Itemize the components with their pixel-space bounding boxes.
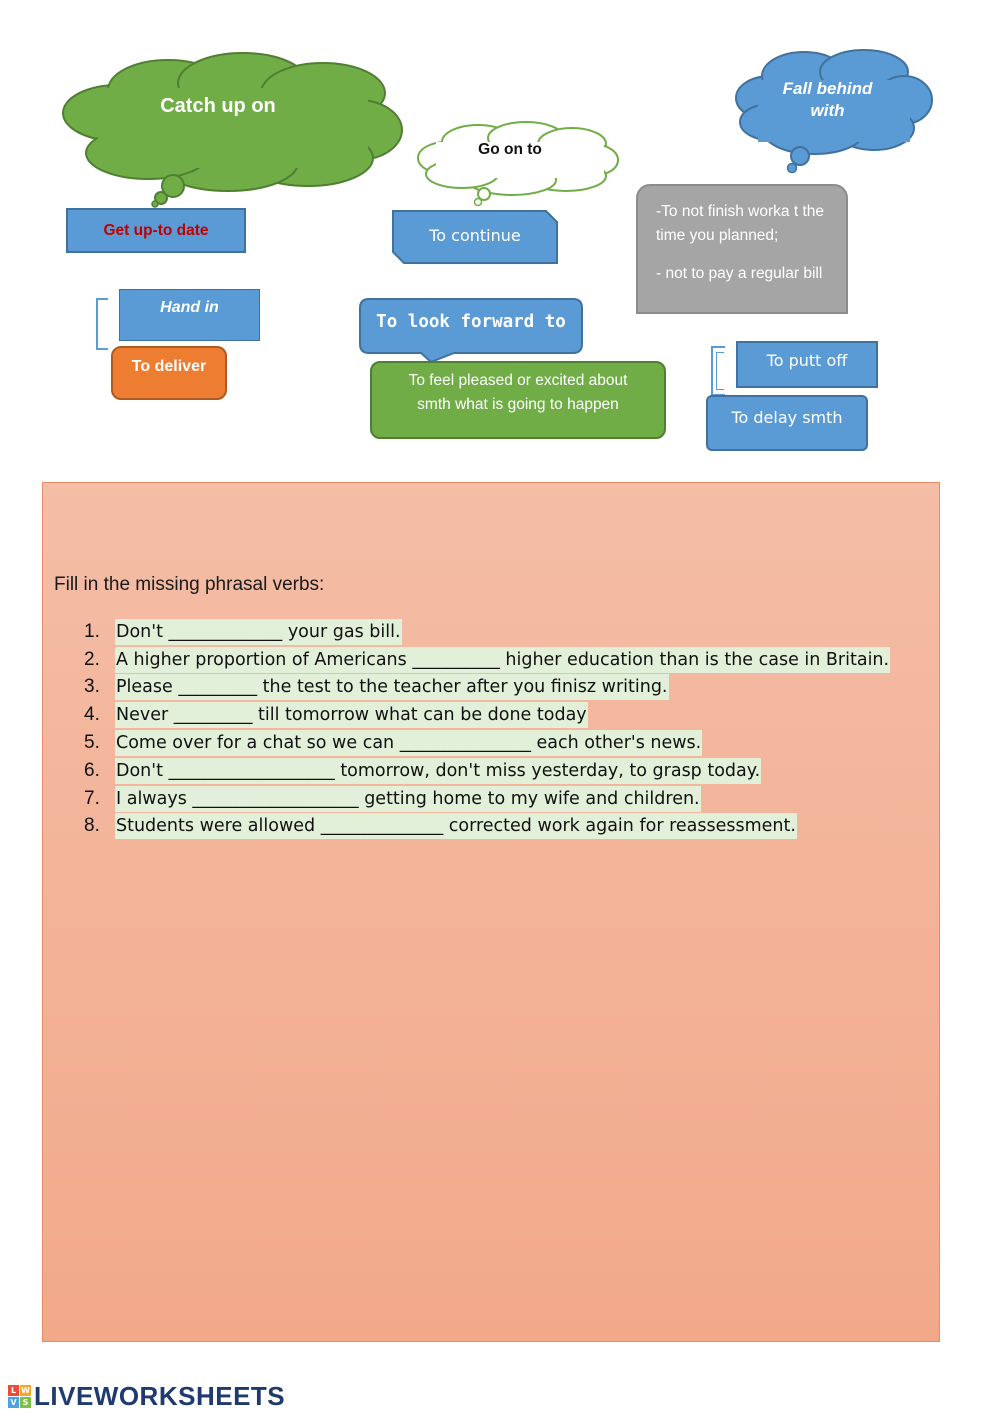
exercise-sentence[interactable]: Don't _____________ your gas bill. [115,619,402,645]
fall-behind-with-label: Fall behind with [782,78,873,120]
exercise-instruction: Fill in the missing phrasal verbs: [54,574,325,595]
hand-in-box [119,289,260,341]
exercise-item [84,701,890,729]
delay-box [706,395,868,451]
hand-in-bracket [96,298,108,350]
exercise-number: 3. [84,676,100,698]
exercise-item [84,729,890,757]
exercise-item [84,674,890,702]
putt-off-bracket-inner [716,352,724,390]
exercise-sentence[interactable]: Please _________ the test to the teacher after you finisz writing. [115,674,669,700]
catch-up-on-label: Catch up on [160,95,276,117]
exercise-sentence[interactable]: I always ___________________ getting home to my wife and children. [115,786,701,812]
putt-off-label: To putt off [766,351,848,370]
logo-mark-icon [8,1385,31,1408]
exercise-sentence[interactable]: Students were allowed ______________ corrected work again for reassessment. [115,813,797,839]
exercise-number: 1. [84,620,100,642]
exercise-panel [42,482,940,1342]
logo-tile: V [8,1397,19,1408]
feel-pleased-box [370,361,666,439]
liveworksheets-logo[interactable] [8,1381,285,1412]
go-on-to-cloud [416,120,620,208]
exercise-number: 8. [84,815,100,837]
exercise-number: 4. [84,704,100,726]
logo-tile: S [20,1397,31,1408]
hand-in-label: Hand in [160,299,219,316]
logo-text: LIVEWORKSHEETS [34,1381,286,1411]
feel-pleased-label: To feel pleased or excited about smth what is going to happen [408,372,628,413]
logo-tile: W [21,1386,30,1395]
exercise-sentence[interactable]: Come over for a chat so we can _______________ each other's news. [115,730,702,756]
fall-behind-definition-line2: - not to pay a regular bill [656,265,823,282]
exercise-sentence[interactable]: Never _________ till tomorrow what can be done today [115,702,588,728]
exercise-number: 2. [84,648,100,670]
exercise-number: 5. [84,732,100,754]
to-deliver-box [111,346,227,400]
delay-label: To delay smth [731,407,843,427]
get-up-to-date-label: Get up-to date [103,221,209,239]
exercise-item [84,646,890,674]
logo-tile: L [8,1385,19,1396]
to-deliver-label: To deliver [131,358,207,375]
exercise-number: 7. [84,787,100,809]
go-on-to-label: Go on to [478,140,542,158]
fall-behind-definition-line1: -To not finish worka t the time you planned; [656,203,824,244]
exercise-number: 6. [84,759,100,781]
get-up-to-date-box [66,208,246,253]
look-forward-label: To look forward to [376,312,566,332]
to-continue-label: To continue [429,225,521,245]
putt-off-box [736,341,878,388]
fall-behind-definition [636,184,848,314]
exercise-sentence[interactable]: A higher proportion of Americans __________ higher education than is the case in Britain. [115,647,890,673]
exercise-item [84,813,890,841]
exercise-item [84,757,890,785]
exercise-item [84,785,890,813]
exercise-sentence[interactable]: Don't ___________________ tomorrow, don't miss yesterday, to grasp today. [115,758,761,784]
exercise-list [84,618,890,840]
exercise-item [84,618,890,646]
catch-up-on-cloud [58,48,404,208]
